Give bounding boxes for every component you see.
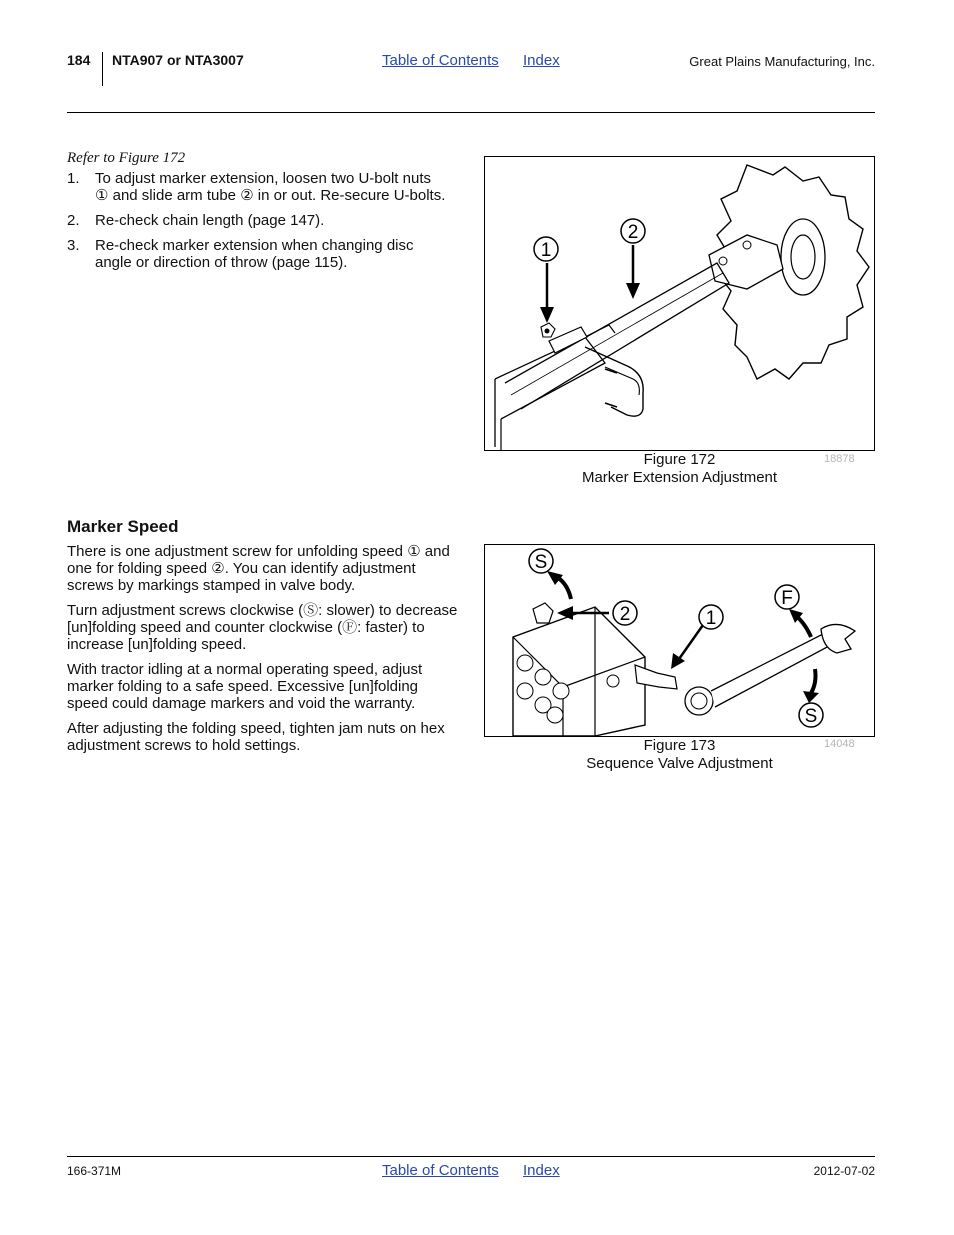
callout-1-label: 1	[540, 240, 552, 261]
page-number: 184	[67, 52, 91, 68]
figure-173-title: Sequence Valve Adjustment	[586, 755, 773, 772]
callout-2-label: 2	[619, 604, 631, 625]
publish-date: 2012-07-02	[813, 1164, 875, 1178]
callout-2-label: 2	[627, 222, 639, 243]
header-divider	[102, 52, 103, 86]
header-rule	[67, 112, 875, 113]
footer-toc-link[interactable]: Table of Contents	[382, 1162, 499, 1179]
section-heading: Marker Speed	[67, 517, 179, 536]
step-text: To adjust marker extension, loosen two U-bolt nuts ① and slide arm tube ② in or out. Re-secure U-bolts.	[95, 170, 446, 204]
company-name: Great Plains Manufacturing, Inc.	[689, 54, 875, 69]
figure-172-id: 18878	[824, 453, 855, 465]
step-text: Re-check chain length (page 147).	[95, 212, 325, 229]
paragraph: Turn adjustment screws clockwise (Ⓢ: slower) to decrease [un]folding speed and counter clockwise (Ⓕ: faster) to increase [un]folding speed.	[67, 602, 458, 653]
model-title: NTA907 or NTA3007	[112, 52, 244, 68]
step-number: 3.	[67, 237, 80, 254]
figure-172-caption	[484, 451, 875, 487]
figure-173-id: 14048	[824, 738, 855, 750]
figure-reference: Refer to Figure 172	[67, 150, 186, 166]
callout-f-label: F	[781, 588, 793, 609]
footer-rule	[67, 1156, 875, 1157]
callout-s-top-label: S	[534, 552, 548, 573]
footer-index-link[interactable]: Index	[523, 1162, 560, 1179]
figure-173-caption	[484, 737, 875, 773]
step-number: 1.	[67, 170, 80, 187]
marker-extension-drawing	[485, 157, 874, 450]
list-item	[67, 237, 447, 271]
step-number: 2.	[67, 212, 80, 229]
callout-s-bottom-label: S	[804, 706, 818, 727]
step-text: Re-check marker extension when changing disc angle or direction of throw (page 115).	[95, 237, 414, 271]
figure-172-illustration	[484, 156, 875, 451]
doc-number: 166-371M	[67, 1164, 122, 1178]
figure-172-title: Marker Extension Adjustment	[581, 469, 778, 486]
list-item	[67, 170, 447, 204]
figure-173-label: Figure 173	[643, 737, 716, 754]
adjustment-steps	[67, 170, 447, 279]
callout-1-label: 1	[705, 608, 717, 629]
paragraph: With tractor idling at a normal operating speed, adjust marker folding to a safe speed. Excessive [un]folding speed could damage markers and void the warranty.	[67, 661, 423, 712]
figure-173-illustration	[484, 544, 875, 737]
figure-172-label: Figure 172	[643, 451, 716, 468]
paragraph: After adjusting the folding speed, tighten jam nuts on hex adjustment screws to hold settings.	[67, 720, 445, 754]
toc-link[interactable]: Table of Contents	[382, 52, 499, 69]
sequence-valve-drawing	[485, 545, 874, 736]
paragraph: There is one adjustment screw for unfolding speed ① and one for folding speed ②. You can identify adjustment screws by markings stamped in valve body.	[67, 543, 450, 594]
list-item	[67, 212, 447, 229]
index-link[interactable]: Index	[523, 52, 560, 69]
